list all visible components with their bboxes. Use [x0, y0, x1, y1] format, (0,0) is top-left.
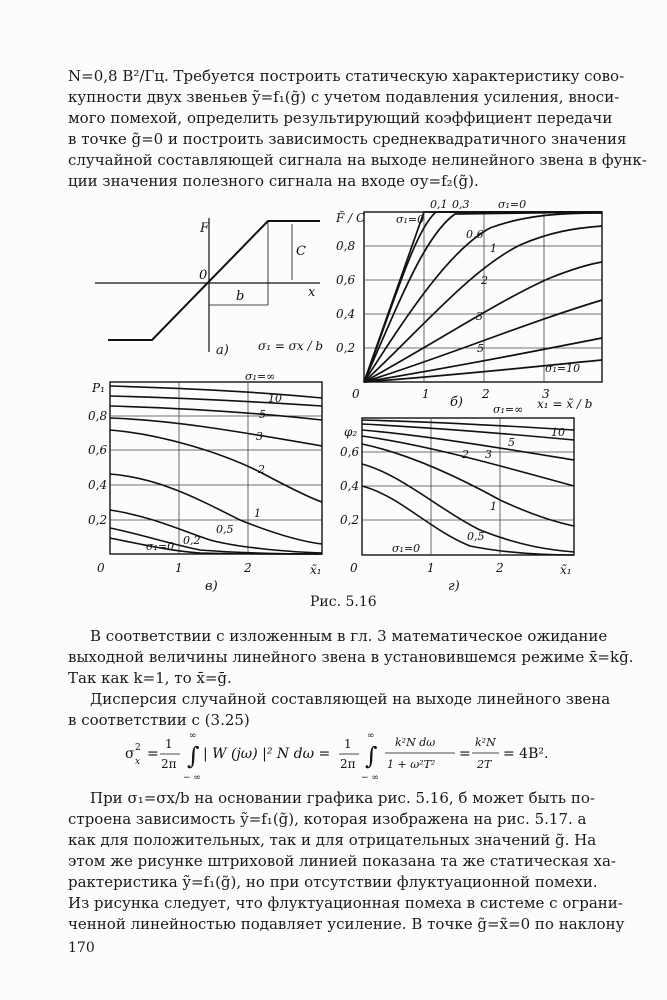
panel-b-curve-label: σ₁=10: [545, 362, 581, 375]
text-line: рактеристика ỹ=f₁(g̃), но при отсутствии флуктуационной помехи.: [68, 873, 598, 891]
panel-a-origin: 0: [199, 268, 208, 283]
formula-svg: [125, 728, 565, 782]
panel-v-ytick: 0,2: [88, 513, 108, 527]
panel-b-curve-label: 0,6: [466, 228, 484, 241]
formula-int-lower: − ∞: [183, 773, 201, 782]
text-line: в соответствии с (3.25): [68, 711, 250, 729]
formula-frac-num: 1: [344, 737, 352, 751]
panel-v-curve: [110, 396, 322, 406]
formula-lhs-sub: x: [135, 757, 141, 767]
panel-v-curve-label: 2: [258, 463, 265, 476]
panel-b-curve-label: 0,1: [430, 198, 448, 211]
panel-g-ytick: 0,2: [340, 513, 360, 527]
panel-a-dim-b: b: [236, 289, 245, 304]
panel-b-xtick: 1: [422, 387, 430, 401]
panel-g-curve-label: 2: [462, 448, 469, 461]
panel-g-curve-label: 3: [485, 448, 492, 461]
panel-a-x-label: x: [308, 285, 316, 300]
panel-v-ytick: 0,6: [88, 443, 108, 457]
panel-b-curve-label: 0,3: [452, 198, 470, 211]
panel-g-x-label: x̃₁: [560, 563, 572, 577]
formula-frac3-den: 1 + ω²T²: [387, 758, 436, 771]
text-line: Из рисунка следует, что флуктуационная помеха в системе с ограни-: [68, 894, 623, 912]
panel-v-curve-label: 5: [259, 408, 266, 421]
panel-b-curve-label: 5: [477, 342, 484, 355]
formula-lhs: σ: [125, 746, 135, 762]
panel-v-curve: [110, 418, 322, 446]
text-line: купности двух звеньев ỹ=f₁(g̃) с учетом подавления усиления, вноси-: [68, 88, 620, 106]
formula-integrand: | W (jω) |² N dω =: [203, 746, 331, 762]
panel-b-y-label: F̃ / C: [336, 211, 366, 225]
text-line: При σ₁=σx/b на основании графика рис. 5.16, б может быть по-: [90, 789, 595, 807]
svg-text:=: =: [147, 746, 159, 762]
text-line: выходной величины линейного звена в установившемся режиме x̄=kḡ.: [68, 648, 634, 666]
text-line: Дисперсия случайной составляющей на выходе линейного звена: [90, 690, 611, 708]
formula-text: [125, 728, 126, 729]
panel-v-x-label: x̃₁: [310, 563, 322, 577]
panel-g-xtick: 2: [496, 561, 504, 575]
panel-v-curve: [110, 406, 322, 420]
panel-g-curve-label: 5: [508, 436, 515, 449]
formula-frac-num: 1: [165, 737, 173, 751]
panel-b-curve-label: 3: [476, 310, 483, 323]
panel-b-curve-label: 1: [490, 242, 497, 255]
formula-frac4-num: k²N: [475, 736, 496, 749]
panel-g-label: г): [448, 579, 460, 594]
panel-b-label: б): [450, 395, 464, 410]
panel-g-y-label: φ₂: [344, 425, 358, 439]
panel-b-ytick: 0,8: [336, 239, 356, 253]
panel-g-xtick: 0: [350, 561, 358, 575]
panel-a-characteristic: [108, 221, 320, 340]
panel-a: [95, 218, 320, 352]
panel-v-xtick: 0: [97, 561, 105, 575]
formula-int-upper: ∞: [189, 731, 197, 741]
panel-b-xtick: 0: [352, 387, 360, 401]
svg-text:=: =: [459, 746, 471, 762]
figure-caption: Рис. 5.16: [310, 594, 377, 610]
panel-g-xtick: 1: [427, 561, 435, 575]
panel-v-y-label: P₁: [92, 381, 105, 395]
panel-v-curve-label: σ₁=∞: [245, 370, 276, 383]
panel-b-ytick: 0,2: [336, 341, 356, 355]
text-line: N=0,8 В²/Гц. Требуется построить статическую характеристику сово-: [68, 67, 625, 85]
panel-a-y-label: F: [200, 221, 210, 236]
panel-b-curve-label: σ₁=0: [396, 213, 425, 226]
panel-g-curve-label: 10: [551, 426, 565, 439]
panel-b-curve-label: 2: [481, 274, 488, 287]
panel-g-curve-label: σ₁=0: [392, 542, 421, 555]
panel-v-curve-label: 0,5: [216, 523, 234, 536]
svg-text:∫: ∫: [365, 742, 378, 770]
formula-int-lower: − ∞: [361, 773, 379, 782]
panel-b-ytick: 0,6: [336, 273, 356, 287]
svg-text:2: 2: [135, 743, 141, 753]
formula-frac3-num: k²N dω: [395, 736, 436, 749]
text-line: Так как k=1, то x̄=ḡ.: [68, 669, 232, 687]
panel-v-curve-label: 3: [256, 430, 263, 443]
text-line: мого помехой, определить результирующий коэффициент передачи: [68, 109, 613, 127]
panel-b-xtick: 2: [482, 387, 490, 401]
formula-frac4-den: 2T: [477, 758, 492, 771]
panel-a-dim-c: C: [296, 244, 306, 259]
formula-frac-den: 2π: [161, 757, 177, 771]
panel-g-curve-label: 0,5: [467, 530, 485, 543]
panel-v-curve-label: 1: [254, 507, 261, 520]
paragraph-mid: [68, 626, 634, 731]
text-line: В соответствии с изложенным в гл. 3 математическое ожидание: [90, 627, 608, 645]
panel-v-curve-label: 10: [268, 392, 282, 405]
panel-b-x-label: x₁ = x̃ / b: [537, 397, 593, 411]
formula-variance: [125, 728, 565, 782]
paragraph-bottom: [68, 788, 625, 935]
panel-v-ytick: 0,4: [88, 478, 108, 492]
panel-a-sigma: σ₁ = σx / b: [258, 339, 323, 353]
panel-g-curve-label: σ₁=∞: [493, 403, 524, 416]
panel-b-xtick: 3: [542, 387, 550, 401]
panel-b-curve-label: σ₁=0: [498, 198, 527, 211]
text-line: случайной составляющей сигнала на выходе нелинейного звена в функ-: [68, 151, 647, 169]
panel-v-label: в): [205, 579, 218, 594]
panel-b-ytick: 0,4: [336, 307, 356, 321]
panel-g-ytick: 0,6: [340, 445, 360, 459]
panel-g-curve: [362, 424, 574, 440]
text-line: строена зависимость ỹ=f₁(g̃), которая изображена на рис. 5.17. а: [68, 810, 587, 828]
panel-v-curve-label: 0,2: [183, 534, 201, 547]
formula-int-upper: ∞: [367, 731, 375, 741]
panel-g-curve-label: 1: [490, 500, 497, 513]
panel-b-curve: [364, 226, 602, 382]
panel-v-xtick: 2: [244, 561, 252, 575]
svg-text:∫: ∫: [187, 742, 200, 770]
formula-result: = 4В².: [503, 746, 549, 762]
panel-v-curve-label: σ₁=0: [146, 540, 175, 553]
text-line: ции значения полезного сигнала на входе σy=f₂(g̃).: [68, 172, 479, 190]
text-line: как для положительных, так и для отрицательных значений g̃. На: [68, 831, 597, 849]
text-line: этом же рисунке штриховой линией показана та же статическая ха-: [68, 852, 616, 870]
text-line: ченной линейностью подавляет усиление. В точке g̃=x̃=0 по наклону: [68, 915, 625, 933]
panel-v-xtick: 1: [175, 561, 183, 575]
panel-g-ytick: 0,4: [340, 479, 360, 493]
page-number: 170: [68, 940, 95, 956]
panel-v-ytick: 0,8: [88, 409, 108, 423]
text-line: в точке g̃=0 и построить зависимость среднеквадратичного значения: [68, 130, 627, 148]
formula-frac-den: 2π: [340, 757, 356, 771]
panel-a-label: а): [216, 343, 229, 358]
